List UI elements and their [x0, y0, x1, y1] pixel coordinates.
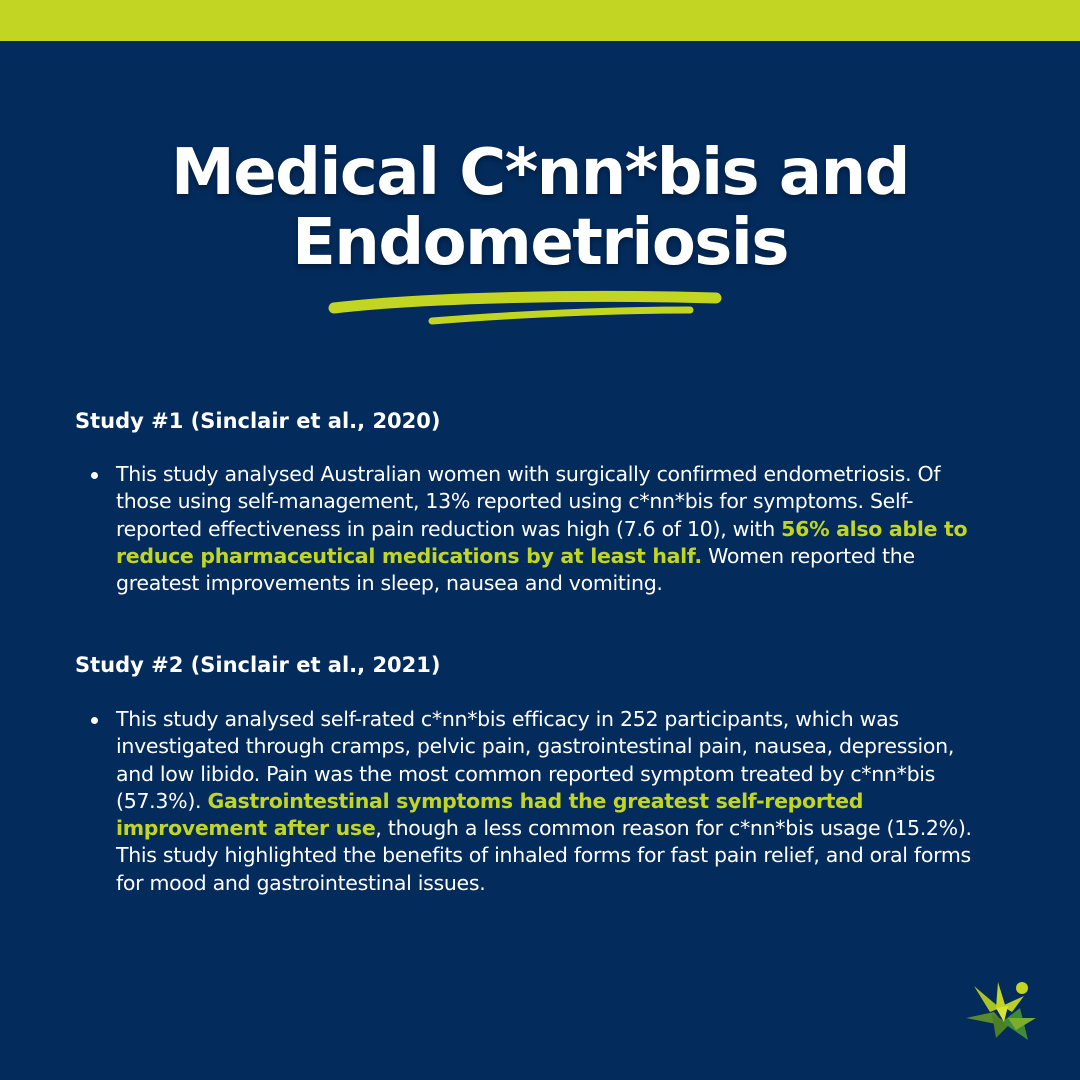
title-line-2: Endometriosis — [292, 206, 788, 281]
study-2-bullet — [116, 706, 996, 897]
title-underline-brush — [328, 290, 723, 330]
study-2-highlight: Gastrointestinal symptoms had the greatest self-reported improvement after use — [116, 788, 864, 841]
bullet-dot — [91, 717, 98, 724]
top-accent-bar — [0, 0, 1080, 41]
study-1-highlight: 56% also able to reduce pharmaceutical medications by at least half. — [116, 516, 968, 568]
title-line-1: Medical C*nn*bis and — [171, 136, 909, 210]
figure-star-logo-icon — [962, 978, 1040, 1044]
study-2-text-end: , though a less common reason for c*nn*bis usage (15.2%). This study highlighted the benefits of inhaled forms for fast pain relief, and oral forms for mood and gastrointestinal issues. — [116, 816, 972, 895]
study-1-heading: Study #1 (Sinclair et al., 2020) — [75, 409, 441, 433]
study-1-bullet — [116, 461, 996, 597]
study-1-text-end: Women reported the greatest improvements in sleep, nausea and vomiting. — [116, 543, 915, 596]
study-2-heading: Study #2 (Sinclair et al., 2021) — [75, 653, 441, 677]
study-2-text: This study analysed self-rated c*nn*bis efficacy in 252 participants, which was investigated through cramps, pelvic pain, gastrointestinal pain, nausea, depression, and low libido. Pain was the most common reported symptom treated by c*nn*bis (57.3%). — [116, 707, 955, 813]
page-title — [80, 138, 1000, 279]
study-1-text: This study analysed Australian women with surgically confirmed endometriosis. Of those using self-management, 13% reported using c*nn*bis for symptoms. Self-reported effectiveness in pain reduction was high (7.6 of 10), with — [116, 462, 941, 541]
bullet-dot — [91, 472, 98, 479]
